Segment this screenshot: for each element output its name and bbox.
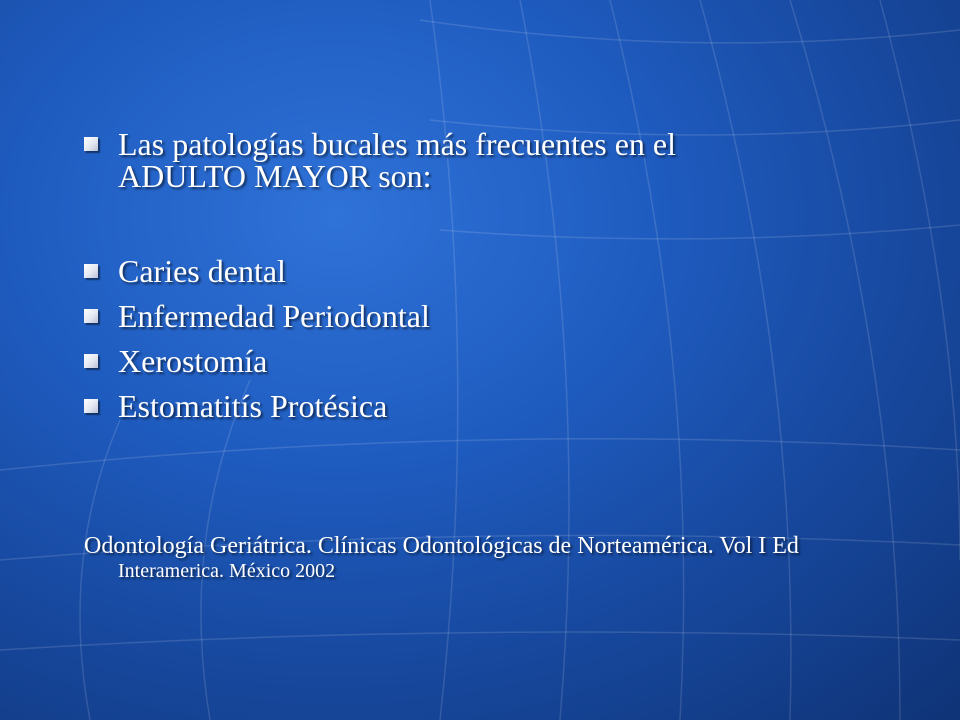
square-bullet-icon (84, 264, 98, 278)
intro-text (118, 128, 884, 192)
list-item (84, 390, 884, 422)
list-item-text: Estomatitís Protésica (118, 388, 388, 424)
citation-line-2: Interamerica. México 2002 (118, 560, 336, 582)
list-item (84, 255, 884, 287)
square-bullet-icon (84, 309, 98, 323)
square-bullet-icon (84, 399, 98, 413)
citation-line-1: Odontología Geriátrica. Clínicas Odontológicas de Norteamérica. Vol I Ed (84, 533, 799, 559)
citation (84, 534, 904, 584)
intro-line-2: ADULTO MAYOR son: (118, 158, 432, 194)
list-item (84, 300, 884, 332)
intro-bullet (84, 128, 884, 192)
list-item-text: Caries dental (118, 253, 286, 289)
square-bullet-icon (84, 137, 98, 151)
list-item-text: Enfermedad Periodontal (118, 298, 430, 334)
square-bullet-icon (84, 354, 98, 368)
list-item (84, 345, 884, 377)
list-item-text: Xerostomía (118, 343, 268, 379)
intro-line-1: Las patologías bucales más frecuentes en el (118, 126, 676, 162)
